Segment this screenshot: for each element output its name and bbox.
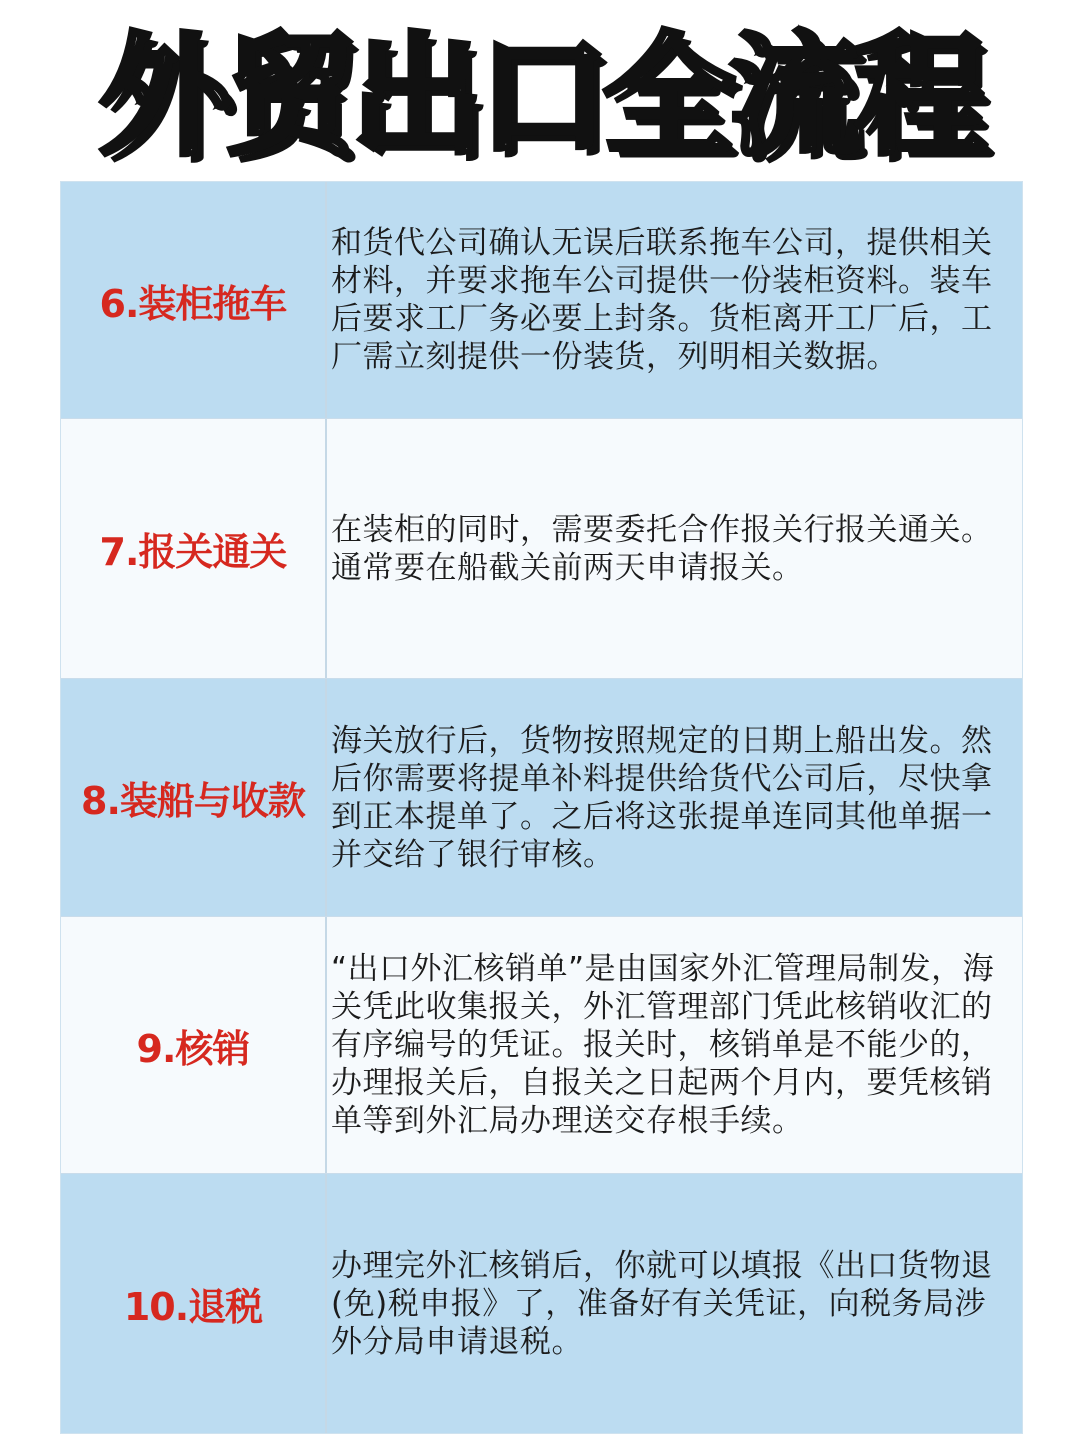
step-description: 办理完外汇核销后，你就可以填报《出口货物退(免)税申报》了，准备好有关凭证，向税务局涉外分局申请退税。 [331,1247,993,1360]
step-label: 6.装柜拖车 [99,281,287,326]
table-row-step-7 [61,419,1022,679]
step-description-cell [327,917,1022,1173]
step-label: 8.装船与收款 [81,779,305,823]
step-label-cell [61,182,327,418]
step-description: 海关放行后，货物按照规定的日期上船出发。然后你需要将提单补料提供给货代公司后，尽快拿到正本提单了。之后将这张提单连同其他单据一并交给了银行审核。 [331,722,993,873]
page-title: 外贸出口全流程 [99,20,981,174]
step-description: 和货代公司确认无误后联系拖车公司，提供相关材料，并要求拖车公司提供一份装柜资料。装车后要求工厂务必要上封条。货柜离开工厂后，工厂需立刻提供一份装货，列明相关数据。 [331,225,993,375]
step-label-cell [61,1174,327,1433]
step-label: 9.核销 [136,1026,250,1071]
step-description-cell [327,182,1022,418]
process-table [60,181,1023,1434]
step-label: 10.退税 [123,1285,263,1329]
table-row-step-10 [61,1174,1022,1433]
step-label-cell [61,419,327,678]
step-description: “出口外汇核销单”是由国家外汇管理局制发，海关凭此收集报关，外汇管理部门凭此核销收汇的有序编号的凭证。报关时，核销单是不能少的，办理报关后，自报关之日起两个月内，要凭核销单等到外汇局办理送交存根手续。 [331,951,995,1139]
step-label: 7.报关通关 [99,530,287,574]
step-label-cell [61,679,327,916]
step-description-cell [327,1174,1022,1433]
step-description-cell [327,419,1022,678]
step-description: 在装柜的同时，需要委托合作报关行报关通关。通常要在船截关前两天申请报关。 [331,511,993,586]
step-label-cell [61,917,327,1173]
step-description-cell [327,679,1022,916]
table-row-step-8 [61,679,1022,917]
table-row-step-9 [61,917,1022,1174]
table-row-step-6 [61,182,1022,419]
